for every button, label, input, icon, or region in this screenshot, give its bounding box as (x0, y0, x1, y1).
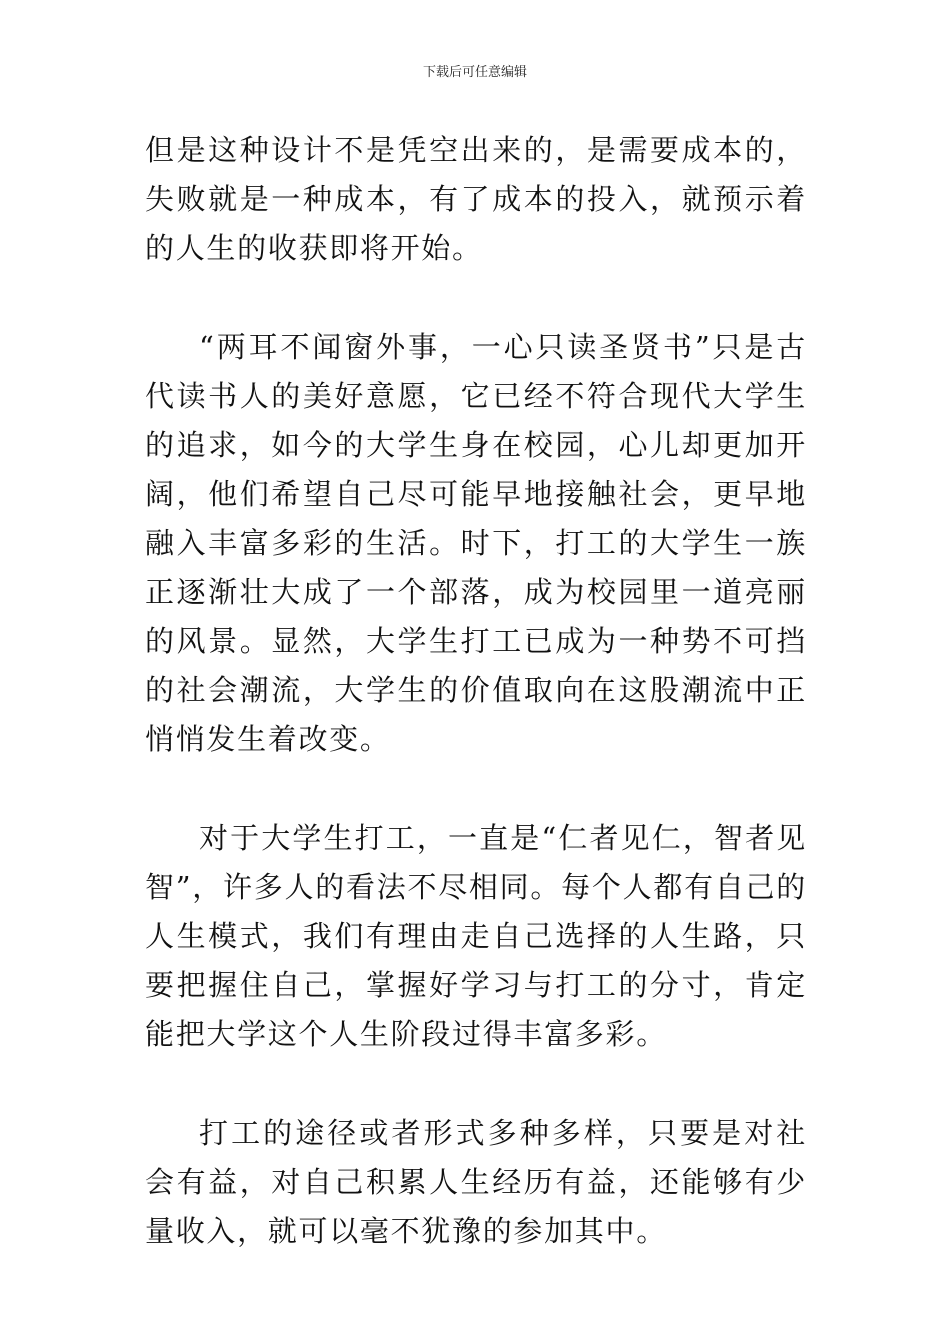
paragraph-2: “两耳不闻窗外事，一心只读圣贤书”只是古代读书人的美好意愿，它已经不符合现代大学生的追求，如今的大学生身在校园，心儿却更加开阔，他们希望自己尽可能早地接触社会，更早地融入丰富多彩的生活。时下，打工的大学生一族正逐渐壮大成了一个部落，成为校园里一道亮丽的风景。显然，大学生打工已成为一种势不可挡的社会潮流，大学生的价值取向在这股潮流中正悄悄发生着改变。 (145, 330, 807, 756)
paragraph-4: 打工的途径或者形式多种多样，只要是对社会有益，对自己积累人生经历有益，还能够有少量收入，就可以毫不犹豫的参加其中。 (145, 1116, 807, 1248)
document-body (145, 126, 807, 1306)
paragraph-3: 对于大学生打工，一直是“仁者见仁，智者见智”，许多人的看法不尽相同。每个人都有自己的人生模式，我们有理由走自己选择的人生路，只要把握住自己，掌握好学习与打工的分寸，肯定能把大学这个人生阶段过得丰富多彩。 (145, 821, 807, 1051)
page-header-note: 下载后可任意编辑 (422, 65, 527, 80)
paragraph-1: 但是这种设计不是凭空出来的，是需要成本的，失败就是一种成本，有了成本的投入，就预示着的人生的收获即将开始。 (145, 133, 807, 265)
